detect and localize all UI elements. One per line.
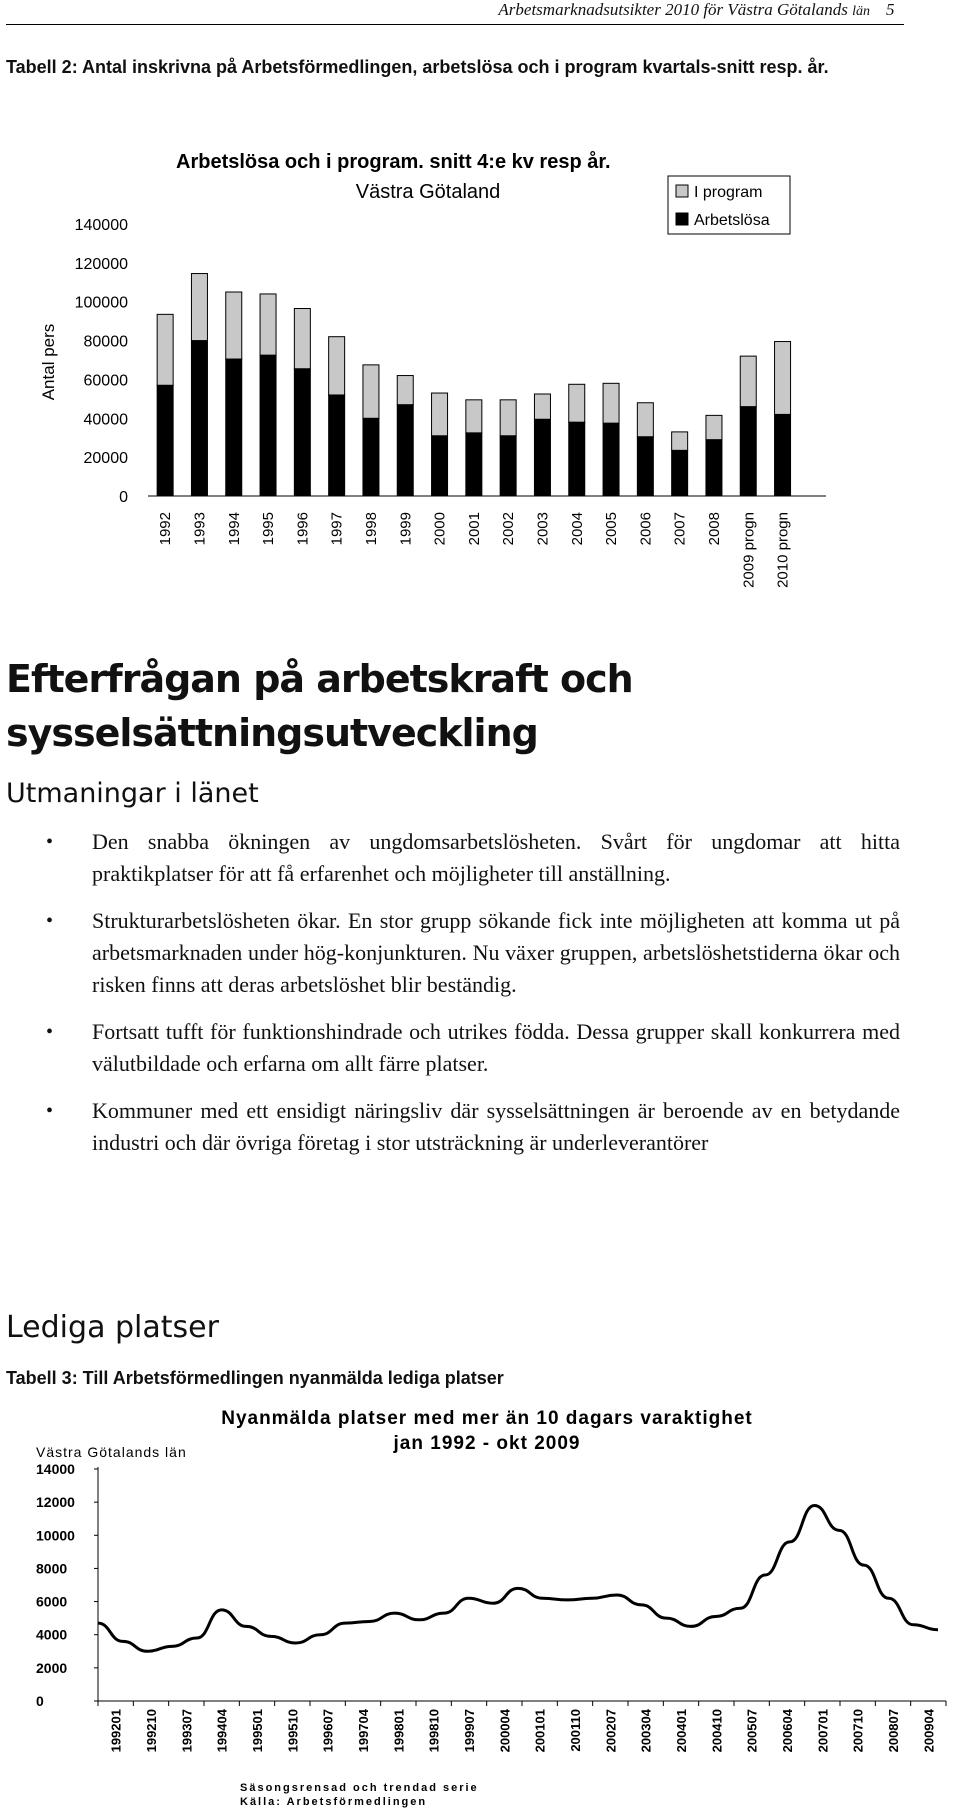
- bar-segment: [534, 394, 550, 419]
- subheading-vacancies: Lediga platser: [6, 1310, 219, 1345]
- bar-segment: [706, 440, 722, 496]
- bar-chart-y-tick: 20000: [83, 450, 128, 468]
- line-chart-x-tick: 200701: [815, 1709, 831, 1753]
- unemployment-bar-chart: [0, 140, 960, 630]
- line-chart-y-tick: 8000: [36, 1560, 68, 1577]
- bar-chart-bars: [157, 274, 790, 496]
- bar-segment: [191, 274, 207, 341]
- bar-segment: [294, 369, 310, 496]
- bar-chart-x-tick: 1993: [191, 512, 209, 546]
- line-chart-x-tick: 200004: [497, 1709, 513, 1753]
- line-chart-x-tick: 199210: [144, 1709, 159, 1753]
- bar-chart-x-tick: 2001: [465, 511, 483, 546]
- challenge-item: • Den snabba ökningen av ungdomsarbetslösheten. Svårt för ungdomar att hitta praktikplatser för att få erfarenhet och möjligheter till anställning.: [46, 826, 900, 890]
- bar-segment: [569, 384, 585, 422]
- bar-segment: [740, 356, 756, 407]
- bar-segment: [603, 423, 619, 496]
- line-chart-x-tick: 200207: [603, 1709, 619, 1753]
- bar-segment: [672, 432, 688, 450]
- challenge-item: • Fortsatt tufft för funktionshindrade och utrikes födda. Dessa grupper skall konkurrera med välutbildade och erfarna om allt färre platser.: [46, 1016, 900, 1080]
- bar-chart-y-tick: 80000: [83, 333, 128, 351]
- line-chart-x-tick: 200904: [921, 1709, 937, 1753]
- line-chart-title: Nyanmälda platser med mer än 10 dagars varaktighet: [221, 1408, 753, 1429]
- bar-chart-x-tick: 2002: [500, 512, 518, 546]
- header-title-suffix: län: [852, 4, 870, 19]
- bar-segment: [672, 450, 688, 496]
- line-chart-y-tick: 0: [36, 1693, 44, 1709]
- bar-chart-y-axis: [75, 217, 128, 506]
- line-chart-x-tick: 200807: [886, 1709, 901, 1753]
- bar-chart-y-tick: 120000: [74, 255, 128, 273]
- line-chart-y-tick: 14000: [36, 1461, 75, 1477]
- bar-chart-ylabel: Antal pers: [39, 323, 58, 401]
- line-chart-subtitle: jan 1992 - okt 2009: [393, 1433, 581, 1454]
- bar-chart-y-tick: 0: [119, 489, 128, 506]
- vacancies-line-chart: [0, 1395, 960, 1808]
- bar-segment: [569, 422, 585, 496]
- line-chart-x-tick: 200401: [674, 1709, 689, 1753]
- bar-segment: [466, 433, 482, 496]
- line-chart-x-tick: 199810: [426, 1709, 442, 1753]
- bar-segment: [157, 385, 173, 496]
- legend-swatch-program: [676, 185, 688, 197]
- bar-segment: [775, 342, 791, 415]
- challenge-item: • Kommuner med ett ensidigt näringsliv där sysselsättningen är beroende av en betydande industri och där övriga företag i stor utsträckning är underleverantörer: [46, 1095, 900, 1159]
- line-series: [98, 1505, 938, 1651]
- line-chart-footnote-source: Källa: Arbetsförmedlingen: [240, 1796, 428, 1808]
- line-chart-x-tick: 200101: [532, 1709, 548, 1753]
- bar-segment: [329, 337, 345, 395]
- bar-segment: [397, 405, 413, 496]
- bar-chart-y-tick: 60000: [83, 372, 128, 390]
- bar-chart-x-axis: [157, 512, 791, 588]
- bar-segment: [294, 309, 310, 369]
- bar-chart-x-tick: 1996: [294, 512, 312, 546]
- bar-chart-y-tick: 140000: [74, 217, 128, 234]
- bar-segment: [432, 393, 448, 436]
- bar-chart-x-tick: 2010 progn: [774, 512, 792, 588]
- bar-segment: [260, 294, 276, 355]
- bar-segment: [363, 365, 379, 418]
- line-chart-x-tick: 199907: [462, 1709, 477, 1753]
- bar-chart-x-tick: 1999: [397, 512, 415, 546]
- bar-chart-x-tick: 2008: [705, 512, 723, 546]
- bar-chart-x-tick: 2003: [534, 512, 552, 546]
- line-chart-region-label: Västra Götalands län: [36, 1444, 187, 1460]
- bar-segment: [466, 400, 482, 433]
- bar-chart-x-tick: 1997: [328, 512, 346, 546]
- line-chart-footnote-series: Säsongsrensad och trendad serie: [240, 1782, 479, 1794]
- line-chart-x-tick: 199607: [320, 1709, 336, 1753]
- line-chart-x-axis: [98, 1701, 946, 1752]
- bar-chart-x-tick: 2000: [431, 512, 449, 546]
- bar-segment: [534, 419, 550, 496]
- line-chart-x-tick: 200710: [850, 1709, 866, 1753]
- bar-chart-x-tick: 1992: [157, 512, 175, 546]
- bar-segment: [226, 292, 242, 359]
- bar-segment: [775, 414, 791, 496]
- bar-segment: [740, 407, 756, 496]
- bar-chart-title: Arbetslösa och i program. snitt 4:e kv resp år.: [176, 151, 611, 173]
- legend-label-arbetslosa: Arbetslösa: [694, 212, 770, 229]
- table2-caption: Tabell 2: Antal inskrivna på Arbetsförmedlingen, arbetslösa och i program kvartals-snitt resp. år.: [6, 57, 829, 77]
- line-chart-x-tick: 199307: [179, 1709, 195, 1753]
- table3-caption: Tabell 3: Till Arbetsförmedlingen nyanmälda lediga platser: [6, 1368, 504, 1388]
- bar-segment: [260, 355, 276, 496]
- legend-label-program: I program: [694, 184, 763, 201]
- bar-chart-y-tick: 40000: [83, 411, 128, 429]
- line-chart-y-tick: 2000: [36, 1659, 68, 1676]
- bar-chart-y-tick: 100000: [74, 294, 128, 312]
- page-number: 5: [886, 0, 895, 19]
- subheading-challenges: Utmaningar i länet: [6, 778, 259, 809]
- bar-segment: [637, 437, 653, 496]
- line-chart-y-tick: 6000: [36, 1593, 68, 1610]
- bar-chart-x-tick: 2007: [671, 512, 689, 546]
- bar-segment: [226, 359, 242, 496]
- bar-segment: [329, 395, 345, 496]
- legend-swatch-arbetslosa: [676, 213, 688, 225]
- bar-segment: [500, 400, 516, 436]
- line-chart-x-tick: 199404: [214, 1709, 230, 1753]
- line-chart-x-tick: 199510: [285, 1709, 301, 1753]
- line-chart-x-tick: 200410: [709, 1709, 725, 1753]
- line-chart-x-tick: 199801: [391, 1709, 407, 1753]
- bar-chart-x-tick: 1994: [225, 512, 243, 546]
- bar-chart-x-tick: 2009 progn: [740, 512, 758, 588]
- bar-segment: [432, 436, 448, 496]
- line-chart-x-tick: 200304: [638, 1709, 654, 1753]
- bar-chart-x-tick: 2004: [568, 512, 586, 546]
- line-chart-x-tick: 199201: [108, 1709, 124, 1753]
- bar-segment: [191, 341, 207, 496]
- challenges-list: [46, 826, 900, 1174]
- line-chart-y-tick: 10000: [36, 1527, 75, 1544]
- running-header: [0, 0, 870, 20]
- bar-segment: [706, 415, 722, 439]
- line-chart-y-axis: [36, 1461, 98, 1709]
- section-heading: Efterfrågan på arbetskraft och sysselsättningsutveckling: [6, 657, 633, 755]
- bar-chart-subtitle: Västra Götaland: [355, 181, 501, 203]
- header-divider: [6, 24, 904, 25]
- line-chart-x-tick: 199501: [250, 1709, 265, 1753]
- bar-chart-x-tick: 2005: [603, 512, 621, 546]
- bar-segment: [500, 436, 516, 496]
- bar-segment: [157, 314, 173, 385]
- line-chart-x-tick: 199704: [356, 1709, 371, 1753]
- line-chart-y-tick: 12000: [36, 1494, 75, 1511]
- bar-segment: [637, 403, 653, 437]
- bar-chart-x-tick: 1998: [362, 512, 380, 546]
- header-title: Arbetsmarknadsutsikter 2010 för Västra Götalands: [498, 0, 848, 19]
- bar-chart-x-tick: 2006: [637, 512, 655, 546]
- line-chart-x-tick: 200507: [744, 1709, 760, 1753]
- bar-segment: [363, 418, 379, 496]
- bar-segment: [397, 376, 413, 405]
- challenge-item: • Strukturarbetslösheten ökar. En stor grupp sökande fick inte möjligheten att komma ut på arbetsmarknaden under hög-konjunkturen. Nu växer gruppen, arbetslöshetstiderna ökar och risken finns att deras arbetslöshet blir beständig.: [46, 905, 900, 1001]
- bar-chart-x-tick: 1995: [260, 512, 278, 546]
- line-chart-x-tick: 200110: [568, 1709, 583, 1752]
- line-chart-y-tick: 4000: [36, 1626, 68, 1643]
- line-chart-x-tick: 200604: [780, 1709, 795, 1753]
- bar-segment: [603, 383, 619, 423]
